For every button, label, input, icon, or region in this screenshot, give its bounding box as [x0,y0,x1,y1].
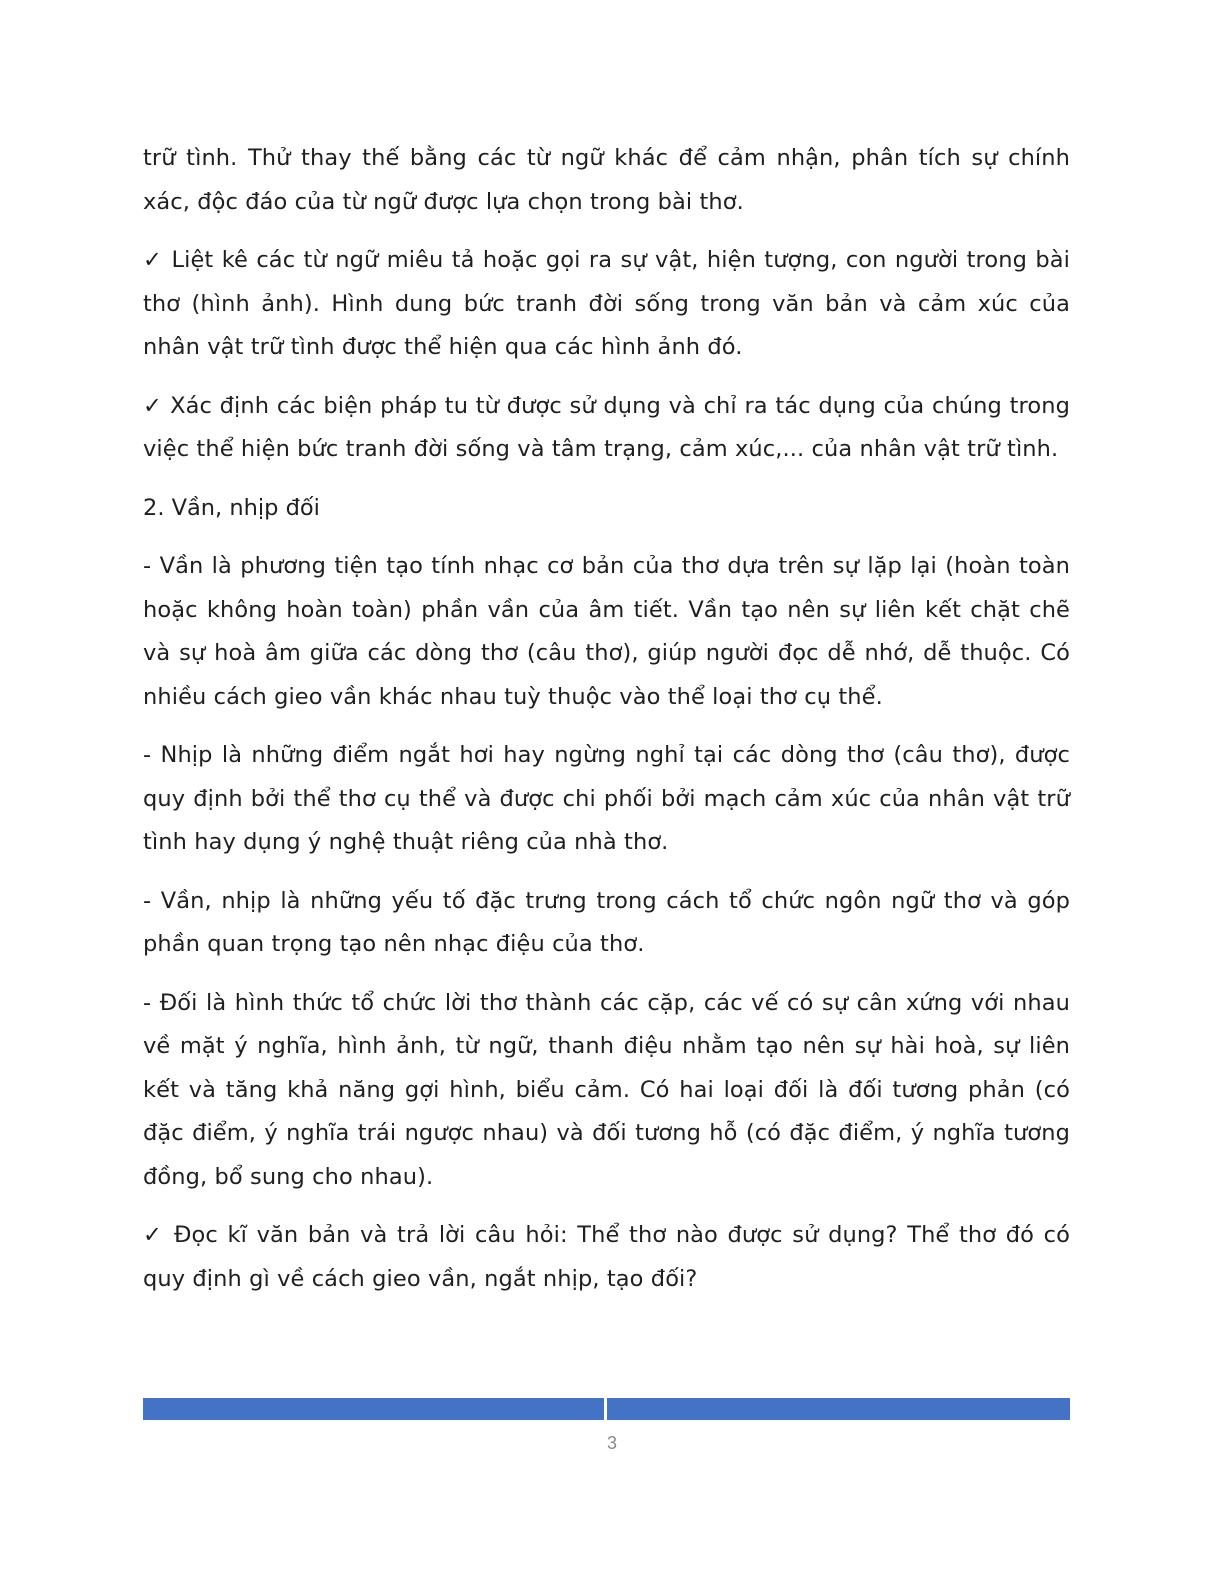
paragraph-rhyme-rhythm-role: - Vần, nhịp là những yếu tố đặc trưng trong cách tổ chức ngôn ngữ thơ và góp phần quan trọng tạo nên nhạc điệu của thơ. [143,887,1070,957]
section-heading: 2. Vần, nhịp đối [143,494,320,521]
paragraph-rhyme: - Vần là phương tiện tạo tính nhạc cơ bản của thơ dựa trên sự lặp lại (hoàn toàn hoặc không hoàn toàn) phần vần của âm tiết. Vần tạo nên sự liên kết chặt chẽ và sự hoà âm giữa các dòng thơ (câu thơ), giúp người đọc dễ nhớ, dễ thuộc. Có nhiều cách gieo vần khác nhau tuỳ thuộc vào thể loại thơ cụ thể. [143,553,1070,710]
footer-bar [143,1398,1070,1420]
paragraph-reading-checklist: ✓ Đọc kĩ văn bản và trả lời câu hỏi: Thể thơ nào được sử dụng? Thể thơ đó có quy định gì về cách gieo vần, ngắt nhịp, tạo đối? [143,1222,1070,1292]
document-body [143,137,1070,1316]
page-number: 3 [606,1433,617,1453]
footer-bar-left-segment [143,1398,604,1420]
footer-bar-right-segment [607,1398,1070,1420]
paragraph-imagery-checklist: ✓ Liệt kê các từ ngữ miêu tả hoặc gọi ra sự vật, hiện tượng, con người trong bài thơ (hình ảnh). Hình dung bức tranh đời sống trong văn bản và cảm xúc của nhân vật trữ tình được thể hiện qua các hình ảnh đó. [143,247,1070,360]
paragraph-rhythm: - Nhịp là những điểm ngắt hơi hay ngừng nghỉ tại các dòng thơ (câu thơ), được quy định bởi thể thơ cụ thể và được chi phối bởi mạch cảm xúc của nhân vật trữ tình hay dụng ý nghệ thuật riêng của nhà thơ. [143,742,1070,855]
paragraph-rhetoric-checklist: ✓ Xác định các biện pháp tu từ được sử dụng và chỉ ra tác dụng của chúng trong việc thể hiện bức tranh đời sống và tâm trạng, cảm xúc,... của nhân vật trữ tình. [143,392,1070,462]
paragraph-word-choice: trữ tình. Thử thay thế bằng các từ ngữ khác để cảm nhận, phân tích sự chính xác, độc đáo của từ ngữ được lựa chọn trong bài thơ. [143,145,1070,215]
paragraph-parallelism: - Đối là hình thức tổ chức lời thơ thành các cặp, các vế có sự cân xứng với nhau về mặt ý nghĩa, hình ảnh, từ ngữ, thanh điệu nhằm tạo nên sự hài hoà, sự liên kết và tăng khả năng gợi hình, biểu cảm. Có hai loại đối là đối tương phản (có đặc điểm, ý nghĩa trái ngược nhau) và đối tương hỗ (có đặc điểm, ý nghĩa tương đồng, bổ sung cho nhau). [143,989,1070,1190]
